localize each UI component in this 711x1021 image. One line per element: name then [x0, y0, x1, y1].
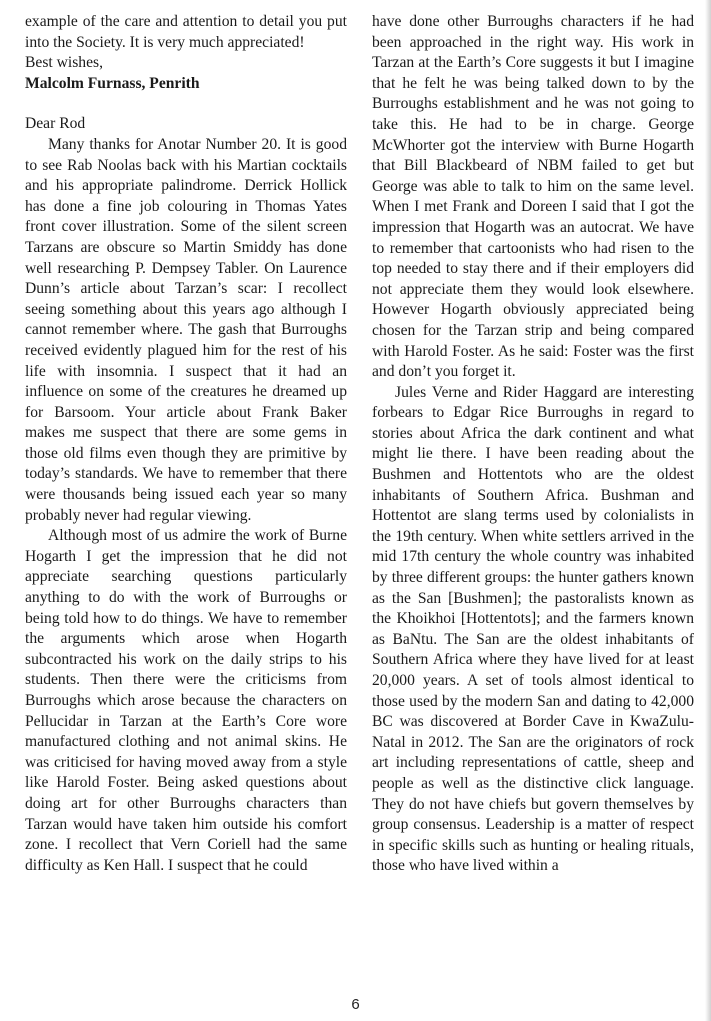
letter-paragraph: Many thanks for Anotar Number 20. It is good to see Rab Noolas back with his Martian cocktails and his appropriate palindrome. Derrick Hollick has done a fine job colouring in Thomas Yates front cover illustration. Some of the silent screen Tarzans are obscure so Martin Smiddy has done well researching P. Dempsey Tabler. On Laurence Dunn’s article about Tarzan’s scar: I recollect seeing something about this years ago although I cannot remember where. The gash that Burroughs received evidently plagued him for the rest of his life with insomnia. I suspect that it had an influence on some of the creatures he dreamed up for Barsoom. Your article about Frank Baker makes me suspect that there are some gems in those old films even though they are primitive by today’s standards. We have to remember that there were thousands being issued each year so many probably never had regular viewing. [25, 135, 347, 524]
page-number: 6 [351, 996, 360, 1013]
letter-paragraph: Jules Verne and Rider Haggard are interesting forbears to Edgar Rice Burroughs in regard to stories about Africa the dark continent and what might lie there. I have been reading about the Bushmen and Hottentots who are the oldest inhabitants of Southern Africa. Bushman and Hottentot are slang terms used by colonialists in the 19th century. When white settlers arrived in the mid 17th century the whole country was inhabited by three different groups: the hunter gathers known as the San [Bushmen]; the pastoralists known as the Khoikhoi [Hottentots]; and the farmers known as BaNtu. The San are the oldest inhabitants of Southern Africa where they have lived for at least 20,000 years. A set of tools almost identical to those used by the modern San and dating to 42,000 BC was discovered at Border Cave in KwaZulu-Natal in 2012. The San are the originators of rock art including representations of cattle, sheep and people as well as the distinctive click language. They do not have chiefs but govern themselves by group consensus. Leadership is a matter of respect in specific skills such as hunting or healing rituals, those who have lived within a [372, 383, 694, 875]
letter-salutation: Dear Rod [25, 115, 86, 133]
right-column [372, 12, 694, 877]
letter-signature: Malcolm Furnass, Penrith [25, 74, 200, 92]
left-column [25, 12, 347, 876]
letter-closing: Best wishes, [25, 54, 103, 72]
letter-intro-text: example of the care and attention to detail you put into the Society. It is very much appreciated! [25, 13, 347, 51]
letter-paragraph-continued: have done other Burroughs characters if he had been approached in the right way. His work in Tarzan at the Earth’s Core suggests it but I imagine that he felt he was being talked down to by the Burroughs establishment and he was not going to take this. He had to be in charge. George McWhorter got the interview with Burne Hogarth that Bill Blackbeard of NBM failed to get but George was able to talk to him on the same level. When I met Frank and Doreen I said that I got the impression that Hogarth was an autocrat. We have to remember that cartoonists who had risen to the top needed to stay there and if their employers did not appreciate them they would look elsewhere. However Hogarth obviously appreciated being chosen for the Tarzan strip and being compared with Harold Foster. As he said: Foster was the first and don’t you forget it. [372, 13, 694, 381]
letter-paragraph: Although most of us admire the work of Burne Hogarth I get the impression that he did not appreciate searching questions particularly anything to do with the work of Burroughs or being told how to do things. We have to remember the arguments which arose when Hogarth subcontracted his work on the daily strips to his students. Then there were the criticisms from Burroughs which arose because the characters on Pellucidar in Tarzan at the Earth’s Core wore manufactured clothing and not animal skins. He was criticised for having moved away from a style like Harold Foster. Being asked questions about doing art for other Burroughs characters than Tarzan would have taken him outside his comfort zone. I recollect that Vern Coriell had the same difficulty as Ken Hall. I suspect that he could [25, 527, 347, 874]
scan-edge-shadow [705, 0, 711, 1021]
